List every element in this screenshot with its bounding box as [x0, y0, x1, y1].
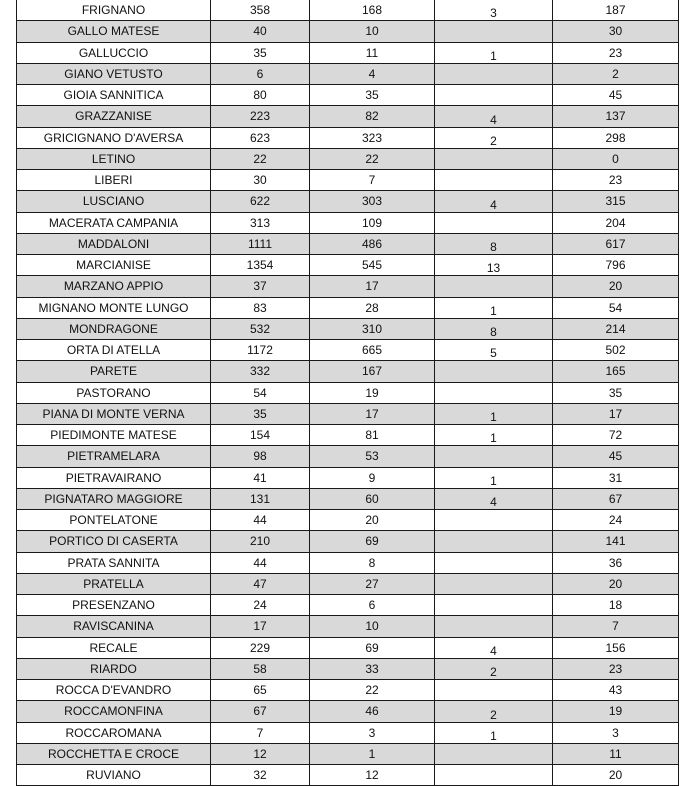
value-cell-3: 1 — [435, 722, 553, 743]
municipality-name-cell: PIETRAMELARA — [17, 446, 211, 467]
value-cell-4: 31 — [553, 467, 679, 488]
value-cell-2: 486 — [310, 233, 435, 254]
value-cell-1: 623 — [211, 127, 310, 148]
value-cell-1: 210 — [211, 531, 310, 552]
municipality-name-cell: MARCIANISE — [17, 255, 211, 276]
value-cell-1: 358 — [211, 0, 310, 21]
value-cell-2: 4 — [310, 63, 435, 84]
value-cell-1: 65 — [211, 680, 310, 701]
value-cell-2: 6 — [310, 595, 435, 616]
value-cell-1: 223 — [211, 106, 310, 127]
table-row — [17, 106, 679, 127]
municipality-name-cell: ORTA DI ATELLA — [17, 340, 211, 361]
value-cell-2: 69 — [310, 637, 435, 658]
value-cell-4: 43 — [553, 680, 679, 701]
value-cell-4: 2 — [553, 63, 679, 84]
value-cell-3: 2 — [435, 658, 553, 679]
value-cell-3 — [435, 595, 553, 616]
value-cell-3: 3 — [435, 0, 553, 21]
value-cell-4: 45 — [553, 446, 679, 467]
table-row — [17, 425, 679, 446]
value-cell-1: 622 — [211, 191, 310, 212]
table-row — [17, 21, 679, 42]
value-cell-2: 12 — [310, 765, 435, 786]
value-cell-1: 532 — [211, 318, 310, 339]
municipality-name-cell: MARZANO APPIO — [17, 276, 211, 297]
value-cell-2: 8 — [310, 552, 435, 573]
value-cell-2: 167 — [310, 361, 435, 382]
municipality-name-cell: PONTELATONE — [17, 510, 211, 531]
municipality-name-cell: RUVIANO — [17, 765, 211, 786]
value-cell-1: 1111 — [211, 233, 310, 254]
table-row — [17, 595, 679, 616]
value-cell-2: 11 — [310, 42, 435, 63]
municipality-name-cell: GIOIA SANNITICA — [17, 85, 211, 106]
value-cell-3: 8 — [435, 233, 553, 254]
value-cell-4: 20 — [553, 276, 679, 297]
table-row — [17, 743, 679, 764]
value-cell-2: 3 — [310, 722, 435, 743]
table-row — [17, 658, 679, 679]
municipality-name-cell: MADDALONI — [17, 233, 211, 254]
value-cell-4: 204 — [553, 212, 679, 233]
municipality-table-sheet — [16, 0, 678, 786]
municipality-name-cell: PRESENZANO — [17, 595, 211, 616]
municipality-name-cell: MIGNANO MONTE LUNGO — [17, 297, 211, 318]
value-cell-3 — [435, 21, 553, 42]
value-cell-1: 24 — [211, 595, 310, 616]
table-row — [17, 212, 679, 233]
value-cell-2: 1 — [310, 743, 435, 764]
municipality-name-cell: ROCCAROMANA — [17, 722, 211, 743]
table-row — [17, 340, 679, 361]
value-cell-3: 1 — [435, 425, 553, 446]
municipality-name-cell: PRATELLA — [17, 573, 211, 594]
value-cell-3: 1 — [435, 42, 553, 63]
municipality-name-cell: PORTICO DI CASERTA — [17, 531, 211, 552]
table-row — [17, 531, 679, 552]
municipality-name-cell: ROCCHETTA E CROCE — [17, 743, 211, 764]
table-row — [17, 467, 679, 488]
value-cell-1: 67 — [211, 701, 310, 722]
table-row — [17, 318, 679, 339]
value-cell-2: 27 — [310, 573, 435, 594]
table-body — [17, 0, 679, 786]
value-cell-3 — [435, 743, 553, 764]
value-cell-1: 41 — [211, 467, 310, 488]
value-cell-4: 23 — [553, 658, 679, 679]
value-cell-2: 33 — [310, 658, 435, 679]
value-cell-3: 4 — [435, 106, 553, 127]
value-cell-1: 44 — [211, 552, 310, 573]
value-cell-1: 98 — [211, 446, 310, 467]
municipality-name-cell: PASTORANO — [17, 382, 211, 403]
value-cell-4: 30 — [553, 21, 679, 42]
municipality-name-cell: RAVISCANINA — [17, 616, 211, 637]
value-cell-1: 58 — [211, 658, 310, 679]
table-row — [17, 446, 679, 467]
municipality-name-cell: PIGNATARO MAGGIORE — [17, 488, 211, 509]
value-cell-3: 1 — [435, 403, 553, 424]
value-cell-4: 45 — [553, 85, 679, 106]
table-row — [17, 276, 679, 297]
value-cell-1: 32 — [211, 765, 310, 786]
table-row — [17, 403, 679, 424]
municipality-name-cell: PIEDIMONTE MATESE — [17, 425, 211, 446]
table-row — [17, 722, 679, 743]
municipality-name-cell: PIANA DI MONTE VERNA — [17, 403, 211, 424]
value-cell-2: 310 — [310, 318, 435, 339]
value-cell-2: 10 — [310, 21, 435, 42]
value-cell-3 — [435, 382, 553, 403]
municipality-name-cell: MONDRAGONE — [17, 318, 211, 339]
table-row — [17, 382, 679, 403]
table-row — [17, 148, 679, 169]
value-cell-4: 796 — [553, 255, 679, 276]
value-cell-4: 67 — [553, 488, 679, 509]
value-cell-2: 35 — [310, 85, 435, 106]
table-row — [17, 233, 679, 254]
value-cell-1: 6 — [211, 63, 310, 84]
value-cell-2: 7 — [310, 170, 435, 191]
value-cell-2: 69 — [310, 531, 435, 552]
table-row — [17, 361, 679, 382]
value-cell-1: 131 — [211, 488, 310, 509]
value-cell-2: 168 — [310, 0, 435, 21]
value-cell-3: 8 — [435, 318, 553, 339]
value-cell-1: 332 — [211, 361, 310, 382]
value-cell-2: 82 — [310, 106, 435, 127]
value-cell-4: 11 — [553, 743, 679, 764]
table-row — [17, 765, 679, 786]
value-cell-4: 137 — [553, 106, 679, 127]
table-row — [17, 191, 679, 212]
table-row — [17, 552, 679, 573]
value-cell-2: 665 — [310, 340, 435, 361]
value-cell-1: 12 — [211, 743, 310, 764]
value-cell-1: 17 — [211, 616, 310, 637]
municipality-name-cell: PARETE — [17, 361, 211, 382]
municipality-name-cell: PRATA SANNITA — [17, 552, 211, 573]
value-cell-1: 313 — [211, 212, 310, 233]
table-row — [17, 488, 679, 509]
municipality-name-cell: GALLO MATESE — [17, 21, 211, 42]
value-cell-2: 60 — [310, 488, 435, 509]
value-cell-3 — [435, 170, 553, 191]
value-cell-1: 35 — [211, 403, 310, 424]
value-cell-1: 7 — [211, 722, 310, 743]
value-cell-2: 20 — [310, 510, 435, 531]
value-cell-3 — [435, 765, 553, 786]
value-cell-2: 10 — [310, 616, 435, 637]
value-cell-4: 0 — [553, 148, 679, 169]
value-cell-3: 2 — [435, 701, 553, 722]
value-cell-2: 28 — [310, 297, 435, 318]
value-cell-3: 4 — [435, 637, 553, 658]
table-row — [17, 170, 679, 191]
value-cell-2: 545 — [310, 255, 435, 276]
value-cell-3 — [435, 446, 553, 467]
municipality-name-cell: GALLUCCIO — [17, 42, 211, 63]
value-cell-4: 20 — [553, 573, 679, 594]
municipality-data-table — [16, 0, 679, 786]
table-row — [17, 573, 679, 594]
table-row — [17, 63, 679, 84]
table-row — [17, 0, 679, 21]
value-cell-3 — [435, 63, 553, 84]
value-cell-4: 17 — [553, 403, 679, 424]
value-cell-1: 22 — [211, 148, 310, 169]
value-cell-4: 23 — [553, 42, 679, 63]
value-cell-1: 154 — [211, 425, 310, 446]
value-cell-3 — [435, 573, 553, 594]
table-row — [17, 637, 679, 658]
municipality-name-cell: MACERATA CAMPANIA — [17, 212, 211, 233]
value-cell-4: 7 — [553, 616, 679, 637]
value-cell-1: 83 — [211, 297, 310, 318]
value-cell-3: 5 — [435, 340, 553, 361]
municipality-name-cell: LUSCIANO — [17, 191, 211, 212]
municipality-name-cell: GRICIGNANO D'AVERSA — [17, 127, 211, 148]
value-cell-1: 47 — [211, 573, 310, 594]
municipality-name-cell: ROCCAMONFINA — [17, 701, 211, 722]
value-cell-4: 617 — [553, 233, 679, 254]
value-cell-2: 46 — [310, 701, 435, 722]
table-row — [17, 127, 679, 148]
value-cell-4: 72 — [553, 425, 679, 446]
value-cell-2: 17 — [310, 276, 435, 297]
value-cell-3 — [435, 531, 553, 552]
value-cell-3 — [435, 616, 553, 637]
value-cell-2: 109 — [310, 212, 435, 233]
municipality-name-cell: LETINO — [17, 148, 211, 169]
value-cell-3: 13 — [435, 255, 553, 276]
value-cell-4: 35 — [553, 382, 679, 403]
value-cell-3: 2 — [435, 127, 553, 148]
value-cell-1: 1172 — [211, 340, 310, 361]
value-cell-3: 1 — [435, 297, 553, 318]
value-cell-4: 315 — [553, 191, 679, 212]
value-cell-3 — [435, 680, 553, 701]
value-cell-3 — [435, 85, 553, 106]
value-cell-2: 53 — [310, 446, 435, 467]
municipality-name-cell: RIARDO — [17, 658, 211, 679]
value-cell-1: 35 — [211, 42, 310, 63]
value-cell-2: 22 — [310, 680, 435, 701]
value-cell-3 — [435, 148, 553, 169]
value-cell-2: 17 — [310, 403, 435, 424]
value-cell-4: 19 — [553, 701, 679, 722]
municipality-name-cell: GIANO VETUSTO — [17, 63, 211, 84]
value-cell-3 — [435, 212, 553, 233]
value-cell-4: 214 — [553, 318, 679, 339]
value-cell-1: 54 — [211, 382, 310, 403]
value-cell-4: 3 — [553, 722, 679, 743]
value-cell-2: 303 — [310, 191, 435, 212]
table-row — [17, 297, 679, 318]
value-cell-3 — [435, 552, 553, 573]
value-cell-3 — [435, 361, 553, 382]
value-cell-4: 18 — [553, 595, 679, 616]
value-cell-3: 4 — [435, 191, 553, 212]
value-cell-1: 37 — [211, 276, 310, 297]
table-row — [17, 510, 679, 531]
value-cell-2: 81 — [310, 425, 435, 446]
value-cell-4: 298 — [553, 127, 679, 148]
table-row — [17, 255, 679, 276]
value-cell-4: 36 — [553, 552, 679, 573]
value-cell-1: 229 — [211, 637, 310, 658]
value-cell-4: 24 — [553, 510, 679, 531]
value-cell-2: 19 — [310, 382, 435, 403]
value-cell-2: 9 — [310, 467, 435, 488]
table-row — [17, 701, 679, 722]
value-cell-4: 20 — [553, 765, 679, 786]
municipality-name-cell: FRIGNANO — [17, 0, 211, 21]
municipality-name-cell: ROCCA D'EVANDRO — [17, 680, 211, 701]
value-cell-1: 30 — [211, 170, 310, 191]
table-row — [17, 680, 679, 701]
municipality-name-cell: RECALE — [17, 637, 211, 658]
value-cell-4: 23 — [553, 170, 679, 191]
table-row — [17, 85, 679, 106]
value-cell-4: 141 — [553, 531, 679, 552]
value-cell-4: 165 — [553, 361, 679, 382]
value-cell-4: 187 — [553, 0, 679, 21]
value-cell-3 — [435, 276, 553, 297]
value-cell-4: 54 — [553, 297, 679, 318]
value-cell-1: 40 — [211, 21, 310, 42]
value-cell-1: 1354 — [211, 255, 310, 276]
municipality-name-cell: PIETRAVAIRANO — [17, 467, 211, 488]
value-cell-3: 4 — [435, 488, 553, 509]
value-cell-2: 323 — [310, 127, 435, 148]
table-row — [17, 42, 679, 63]
value-cell-2: 22 — [310, 148, 435, 169]
value-cell-1: 80 — [211, 85, 310, 106]
value-cell-4: 156 — [553, 637, 679, 658]
value-cell-3 — [435, 510, 553, 531]
table-row — [17, 616, 679, 637]
municipality-name-cell: LIBERI — [17, 170, 211, 191]
municipality-name-cell: GRAZZANISE — [17, 106, 211, 127]
value-cell-1: 44 — [211, 510, 310, 531]
value-cell-4: 502 — [553, 340, 679, 361]
value-cell-3: 1 — [435, 467, 553, 488]
